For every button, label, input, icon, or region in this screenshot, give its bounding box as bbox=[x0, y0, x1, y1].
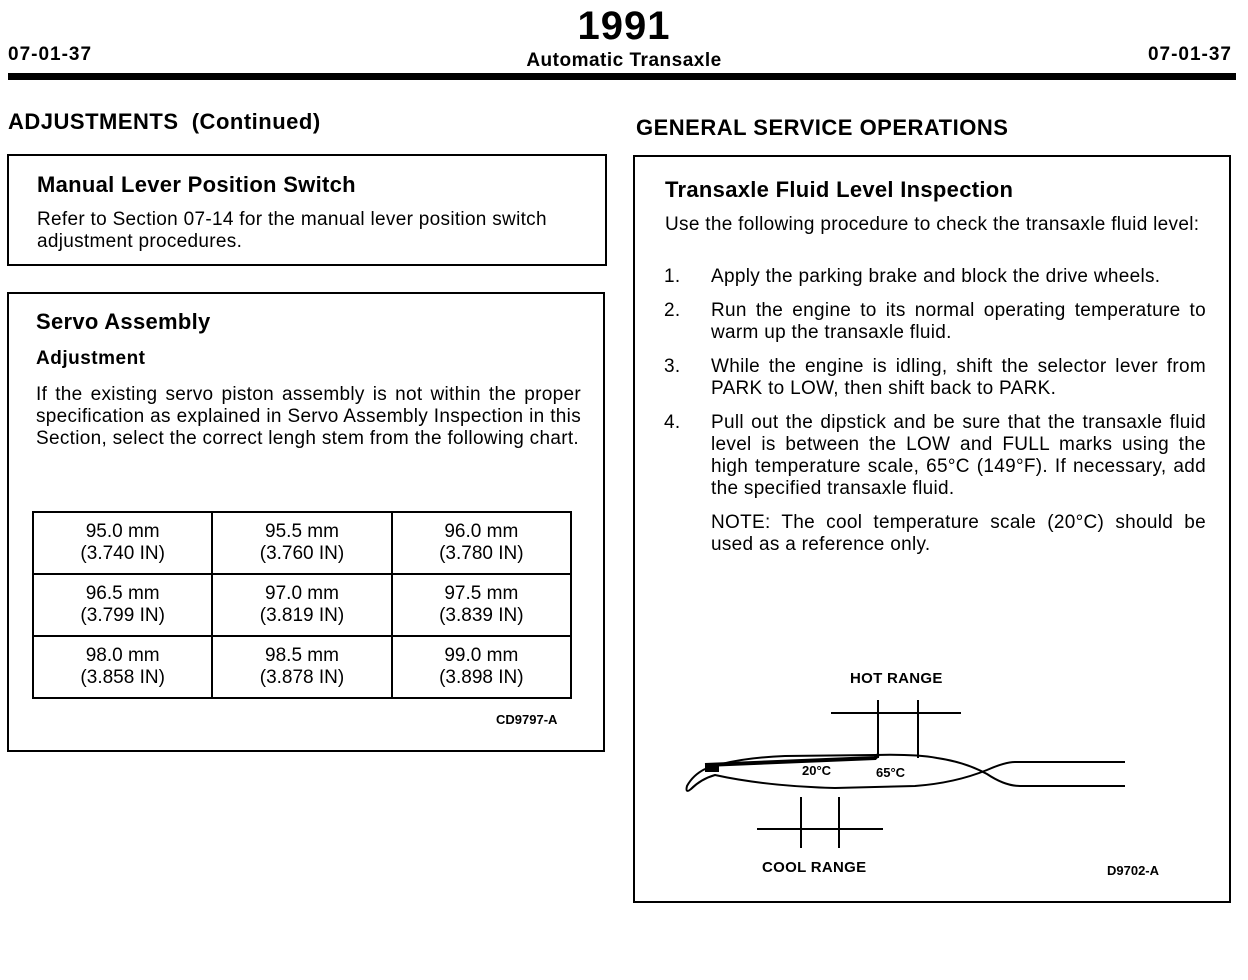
step-text: Pull out the dipstick and be sure that the transaxle fluid level is between the LOW and FULL marks using the high temperature scale, 65°C (149°F). If necessary, add the specified transaxle fluid. bbox=[711, 412, 1206, 499]
mark-cool-label: 20°C bbox=[802, 763, 832, 778]
list-item bbox=[664, 356, 1206, 400]
fluid-note: NOTE: The cool temperature scale (20°C) should be used as a reference only. bbox=[711, 512, 1206, 555]
step-number: 3. bbox=[664, 356, 681, 377]
step-text: Run the engine to its normal operating temperature to warm up the transaxle fluid. bbox=[711, 300, 1206, 343]
list-item bbox=[664, 300, 1206, 344]
fluid-steps bbox=[664, 266, 1206, 556]
table-row bbox=[33, 512, 571, 574]
cell-mm: 96.0 mm bbox=[444, 521, 519, 542]
header-rule bbox=[8, 73, 1236, 80]
cell-mm: 95.5 mm bbox=[265, 521, 339, 542]
cell-mm: 98.5 mm bbox=[265, 645, 339, 666]
page-code-right: 07-01-37 bbox=[1147, 44, 1232, 65]
servo-title: Servo Assembly bbox=[36, 309, 211, 334]
cell-in: (3.898 IN) bbox=[439, 667, 524, 688]
servo-stem-table bbox=[32, 511, 572, 699]
table-cell bbox=[212, 512, 391, 574]
dipstick-upper-edge bbox=[705, 755, 1125, 786]
page-code-left: 07-01-37 bbox=[8, 44, 93, 65]
table-cell bbox=[392, 574, 571, 636]
cell-mm: 99.0 mm bbox=[444, 645, 519, 666]
section-title-general-service: GENERAL SERVICE OPERATIONS bbox=[636, 115, 1009, 140]
dipstick-figure bbox=[675, 662, 1195, 892]
page-subtitle: Automatic Transaxle bbox=[526, 50, 722, 71]
fluid-title: Transaxle Fluid Level Inspection bbox=[665, 177, 1014, 202]
manual-lever-body: Refer to Section 07-14 for the manual lever position switch adjustment procedures. bbox=[37, 209, 547, 252]
fluid-figure-code: D9702-A bbox=[1107, 863, 1160, 878]
cool-range-label: COOL RANGE bbox=[762, 859, 867, 876]
mark-hot-label: 65°C bbox=[876, 765, 906, 780]
cell-in: (3.760 IN) bbox=[259, 543, 345, 564]
table-cell bbox=[212, 636, 391, 698]
table-cell bbox=[33, 574, 212, 636]
cell-mm: 95.0 mm bbox=[85, 521, 160, 542]
fluid-intro: Use the following procedure to check the transaxle fluid level: bbox=[665, 214, 1200, 235]
cell-mm: 98.0 mm bbox=[85, 645, 160, 666]
step-text: While the engine is idling, shift the selector lever from PARK to LOW, then shift back to PARK. bbox=[711, 356, 1206, 399]
table-cell bbox=[392, 512, 571, 574]
cell-mm: 97.0 mm bbox=[265, 583, 339, 604]
list-item bbox=[664, 266, 1206, 288]
servo-subtitle: Adjustment bbox=[36, 348, 146, 369]
table-row bbox=[33, 574, 571, 636]
cell-mm: 96.5 mm bbox=[85, 583, 160, 604]
cell-mm: 97.5 mm bbox=[444, 583, 519, 604]
cell-in: (3.799 IN) bbox=[80, 605, 165, 626]
cell-in: (3.839 IN) bbox=[439, 605, 524, 626]
cell-in: (3.780 IN) bbox=[439, 543, 524, 564]
section-title-adjustments: ADJUSTMENTS (Continued) bbox=[8, 109, 321, 134]
page-year: 1991 bbox=[577, 4, 671, 48]
cell-in: (3.878 IN) bbox=[259, 667, 345, 688]
servo-body: If the existing servo piston assembly is not within the proper specification as explained in Servo Assembly Inspection in this Section, select the correct lengh stem from the following chart. bbox=[36, 384, 581, 449]
manual-lever-title: Manual Lever Position Switch bbox=[37, 172, 356, 197]
step-number: 2. bbox=[664, 300, 681, 321]
cell-in: (3.819 IN) bbox=[259, 605, 345, 626]
cell-in: (3.740 IN) bbox=[80, 543, 165, 564]
table-cell bbox=[212, 574, 391, 636]
table-cell bbox=[33, 636, 212, 698]
table-cell bbox=[33, 512, 212, 574]
list-item bbox=[664, 412, 1206, 500]
table-row bbox=[33, 636, 571, 698]
dipstick-tip bbox=[705, 764, 719, 772]
cell-in: (3.858 IN) bbox=[80, 667, 165, 688]
table-cell bbox=[392, 636, 571, 698]
step-number: 1. bbox=[664, 266, 681, 287]
servo-figure-code: CD9797-A bbox=[496, 712, 558, 727]
step-text: Apply the parking brake and block the drive wheels. bbox=[711, 266, 1161, 287]
hot-range-label: HOT RANGE bbox=[850, 670, 943, 687]
step-number: 4. bbox=[664, 412, 681, 433]
manual-lever-box bbox=[7, 154, 607, 266]
